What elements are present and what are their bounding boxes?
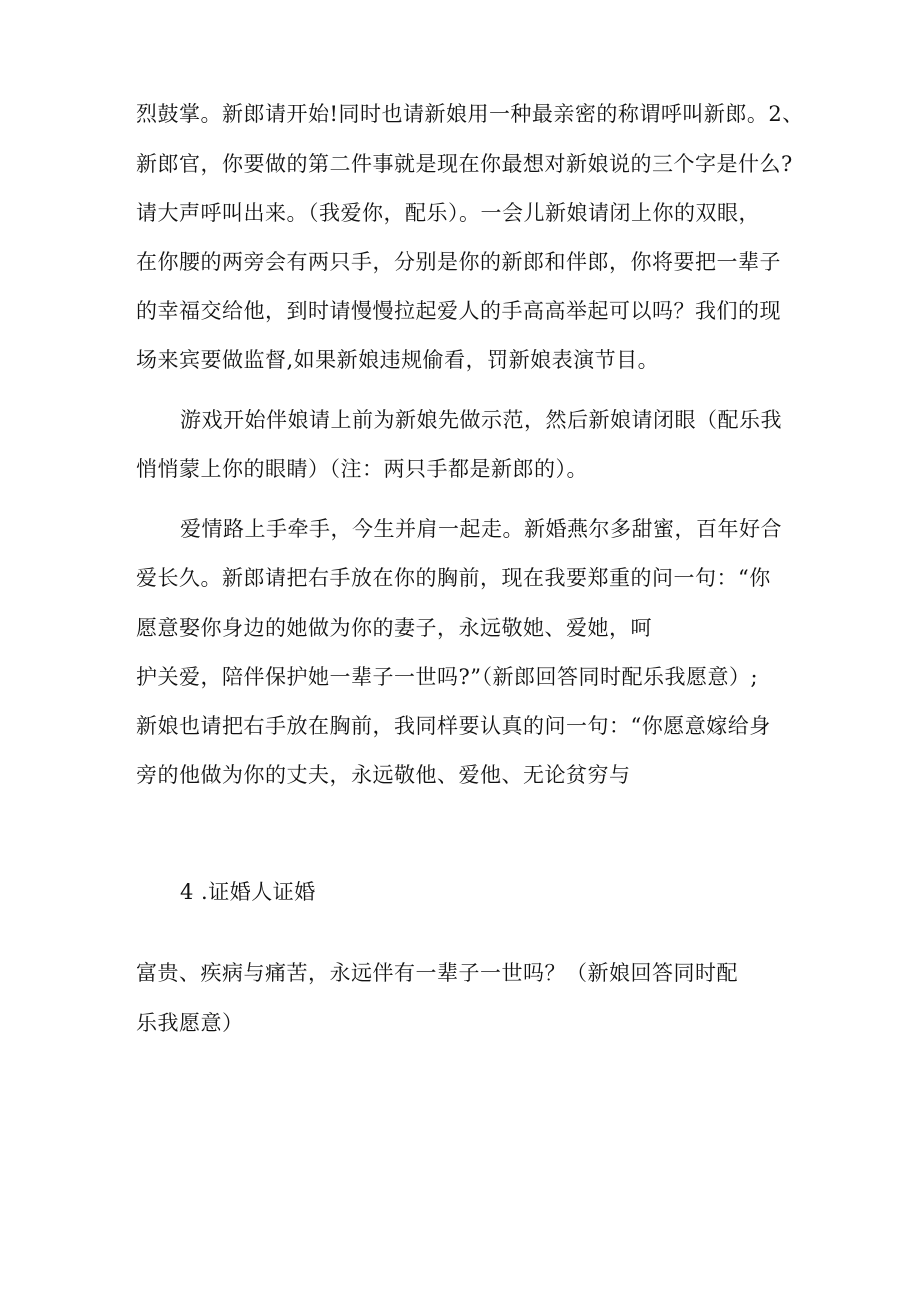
paragraph-line: 请大声呼叫出来。（我爱你，配乐）。一会儿新娘请闭上你的双眼， <box>136 201 760 225</box>
paragraph-line: 的幸福交给他，到时请慢慢拉起爱人的手高高举起可以吗？我们的现 <box>136 299 781 323</box>
paragraph-line: 富贵、疾病与痛苦，永远伴有一辈子一世吗？（新娘回答同时配 <box>136 961 738 985</box>
paragraph-line: 在你腰的两旁会有两只手，分别是你的新郎和伴郎，你将要把一辈子 <box>136 250 781 274</box>
section-heading: 4 .证婚人证婚 <box>180 880 316 904</box>
paragraph-line: 愿意娶你身边的她做为你的妻子，永远敬她、爱她，呵 <box>136 616 652 640</box>
paragraph-line: 烈鼓掌。新郎请开始!同时也请新娘用一种最亲密的称谓呼叫新郎。2、 <box>136 102 804 126</box>
paragraph-line: 乐我愿意） <box>136 1011 244 1035</box>
paragraph-line: 爱长久。新郎请把右手放在你的胸前，现在我要郑重的问一句：“你 <box>136 566 771 590</box>
paragraph-line: 场来宾要做监督,如果新娘违规偷看，罚新娘表演节目。 <box>136 348 660 372</box>
paragraph-line: 爱情路上手牵手，今生并肩一起走。新婚燕尔多甜蜜，百年好合 <box>180 517 782 541</box>
paragraph-line: 旁的他做为你的丈夫，永远敬他、爱他、无论贫穷与 <box>136 763 631 787</box>
paragraph-line: 游戏开始伴娘请上前为新娘先做示范，然后新娘请闭眼（配乐我 <box>180 408 782 432</box>
paragraph-line: 新娘也请把右手放在胸前，我同样要认真的问一句：“你愿意嫁给身 <box>136 714 771 738</box>
paragraph-line: 悄悄蒙上你的眼睛）（注：两只手都是新郎的）。 <box>136 457 588 481</box>
paragraph-line: 新郎官，你要做的第二件事就是现在你最想对新娘说的三个字是什么? <box>136 152 793 176</box>
paragraph-line: 护关爱，陪伴保护她一辈子一世吗?”（新郎回答同时配乐我愿意）; <box>136 665 759 689</box>
